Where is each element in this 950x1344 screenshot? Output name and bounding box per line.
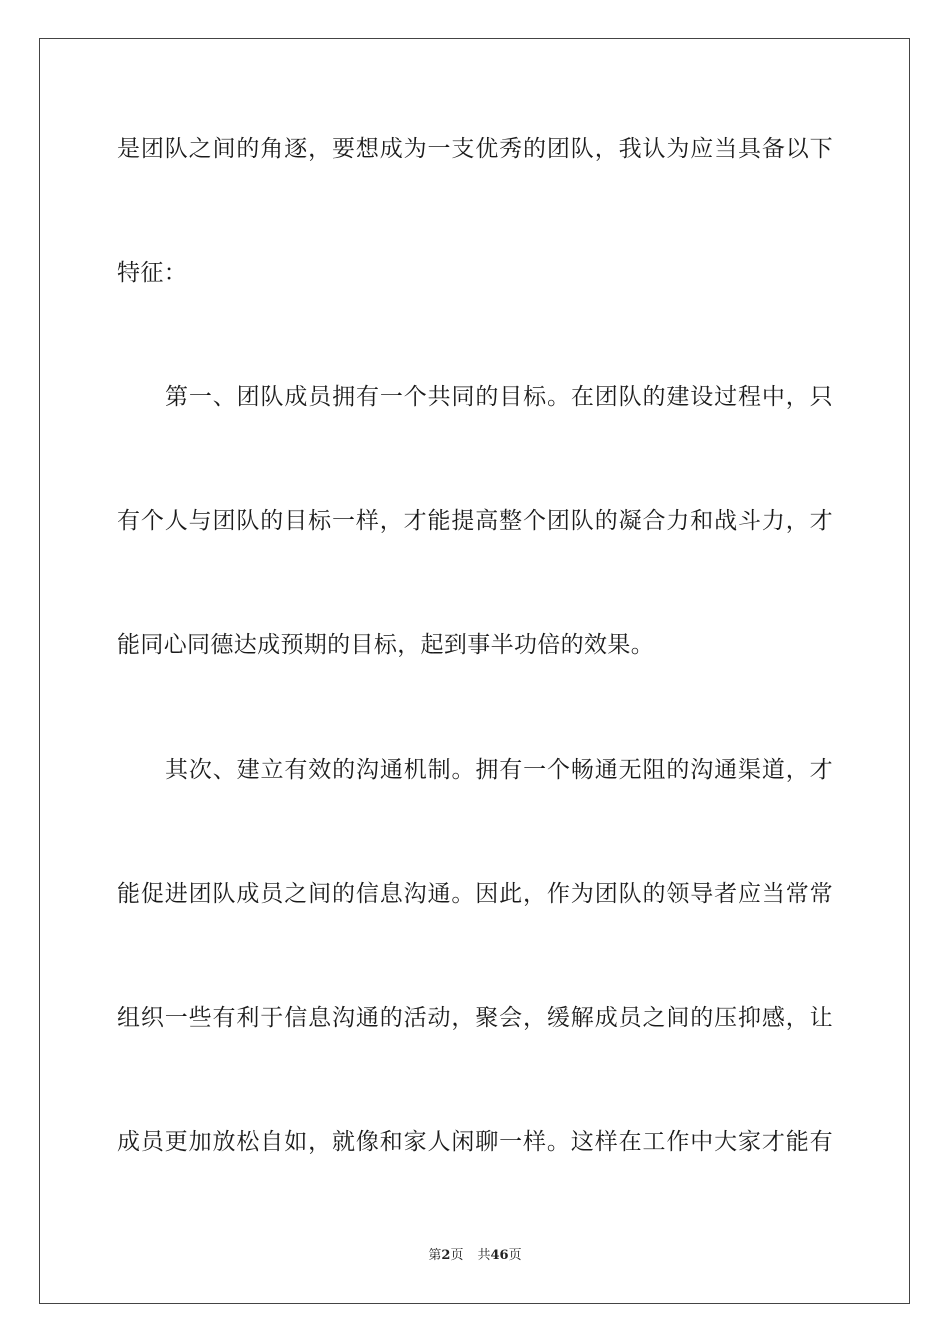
total-suffix: 页	[508, 1248, 522, 1263]
page-prefix: 第	[428, 1248, 442, 1263]
text-line-2: 特征：	[117, 260, 188, 286]
page-footer	[0, 1247, 950, 1265]
paragraph-2-line-3: 组织一些有利于信息沟通的活动，聚会，缓解成员之间的压抑感，让	[117, 1005, 833, 1031]
paragraph-2-line-4: 成员更加放松自如，就像和家人闲聊一样。这样在工作中大家才能有	[117, 1129, 833, 1155]
paragraph-2-line-2: 能促进团队成员之间的信息沟通。因此，作为团队的领导者应当常常	[117, 881, 833, 907]
page-suffix: 页	[450, 1248, 464, 1263]
paragraph-1-line-1: 第一、团队成员拥有一个共同的目标。在团队的建设过程中，只	[165, 384, 833, 410]
page-border	[39, 38, 910, 1304]
total-prefix: 共	[477, 1248, 491, 1263]
total-pages: 46	[490, 1248, 509, 1263]
paragraph-1-line-3: 能同心同德达成预期的目标，起到事半功倍的效果。	[117, 632, 655, 658]
paragraph-1-line-2: 有个人与团队的目标一样，才能提高整个团队的凝合力和战斗力，才	[117, 508, 833, 534]
page-number: 2	[441, 1248, 451, 1263]
text-line-1: 是团队之间的角逐，要想成为一支优秀的团队，我认为应当具备以下	[117, 136, 833, 162]
paragraph-2-line-1: 其次、建立有效的沟通机制。拥有一个畅通无阻的沟通渠道，才	[165, 757, 833, 783]
